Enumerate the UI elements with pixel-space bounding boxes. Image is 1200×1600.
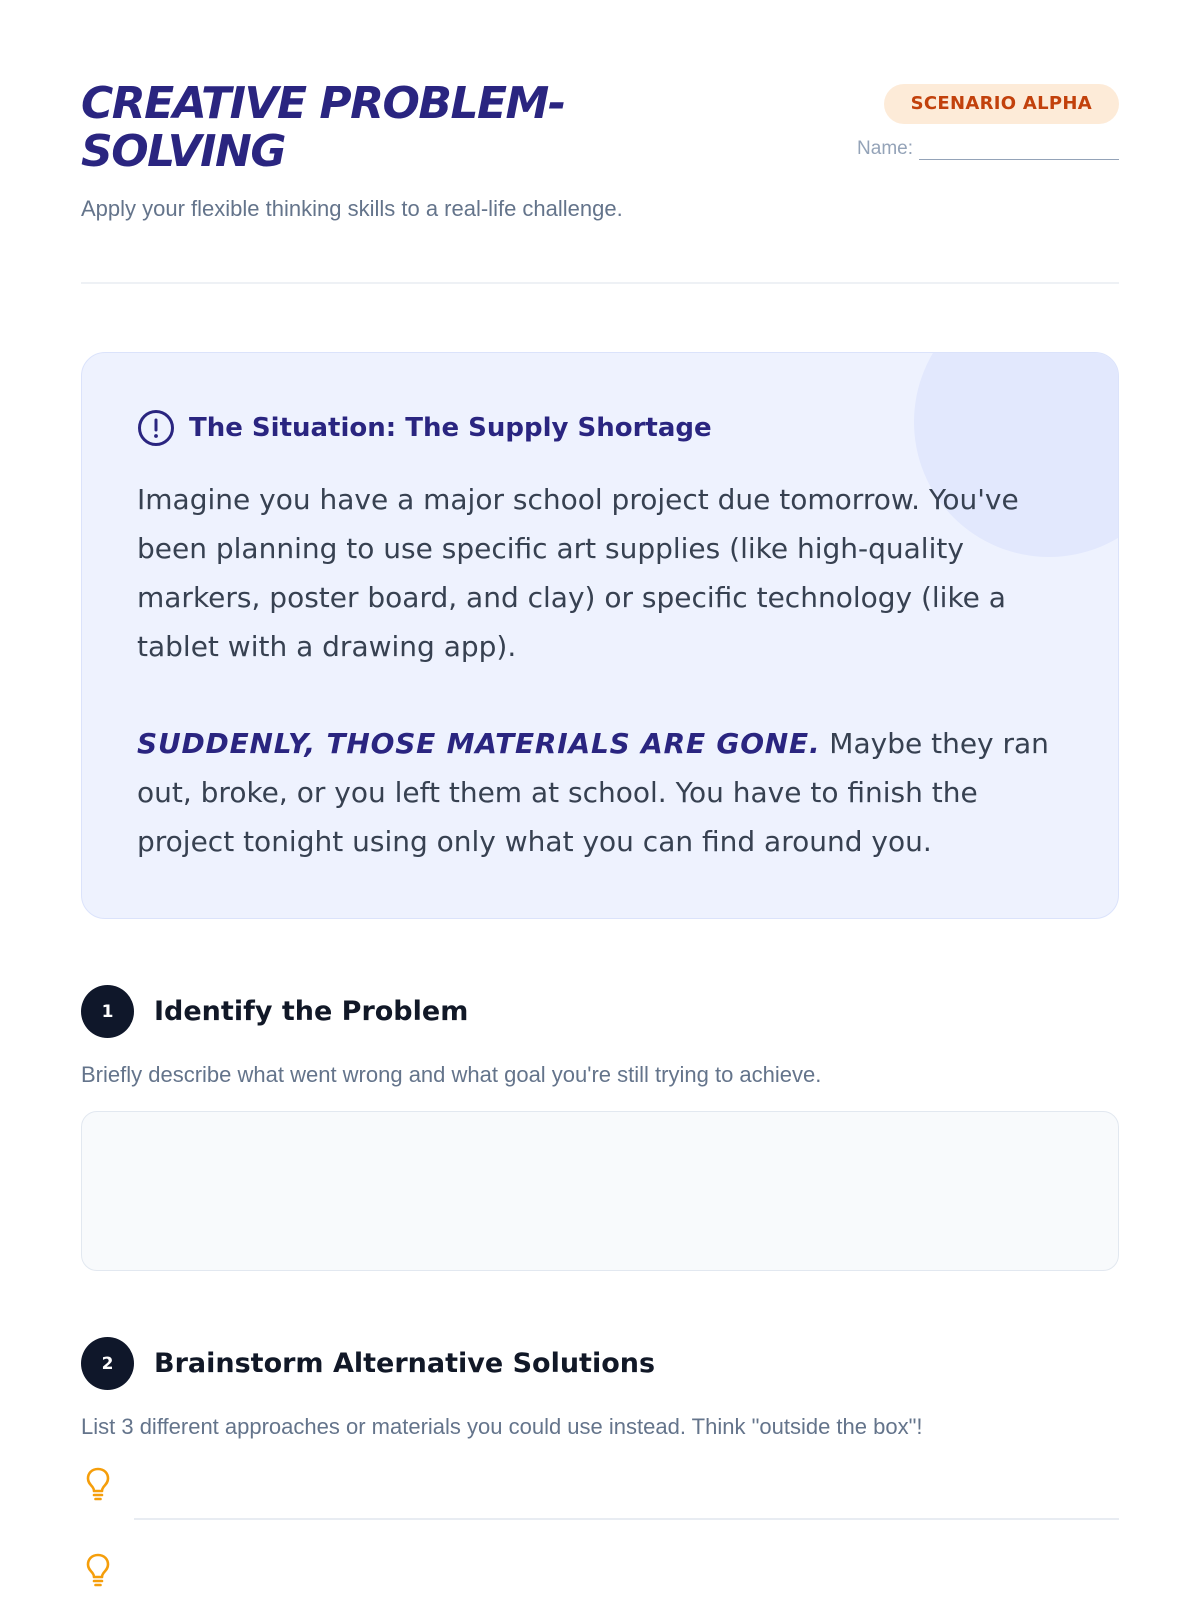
lightbulb-icon bbox=[85, 1466, 111, 1502]
situation-card bbox=[81, 352, 1119, 919]
step-brainstorm-solutions bbox=[81, 1337, 1119, 1600]
problem-answer-box[interactable] bbox=[81, 1111, 1119, 1271]
step-number: 1 bbox=[81, 985, 134, 1038]
step-header bbox=[81, 985, 1119, 1038]
worksheet-header bbox=[81, 0, 1119, 284]
scenario-badge: SCENARIO ALPHA bbox=[884, 84, 1119, 124]
alert-circle-icon bbox=[137, 409, 175, 447]
page-title: CREATIVE PROBLEM-SOLVING bbox=[81, 78, 565, 177]
name-field[interactable] bbox=[857, 138, 1119, 160]
situation-paragraph-1: Imagine you have a major school project due tomorrow. You've been planning to use specific art supplies (like high-quality markers, poster board, and clay) or specific technology (like a tablet with a drawing app). bbox=[137, 483, 1019, 663]
situation-paragraph-2 bbox=[137, 719, 1063, 866]
situation-header bbox=[137, 409, 1063, 447]
step-header bbox=[81, 1337, 1119, 1390]
step-description: Briefly describe what went wrong and what goal you're still trying to achieve. bbox=[81, 1062, 822, 1087]
idea-row-2[interactable] bbox=[81, 1526, 1119, 1600]
step-title: Identify the Problem bbox=[154, 996, 469, 1027]
situation-emphasis: SUDDENLY, THOSE MATERIALS ARE GONE. bbox=[137, 727, 821, 760]
situation-title: The Situation: The Supply Shortage bbox=[189, 413, 712, 443]
step-number: 2 bbox=[81, 1337, 134, 1390]
name-label: Name: bbox=[857, 138, 913, 159]
lightbulb-icon bbox=[85, 1552, 111, 1588]
step-description: List 3 different approaches or materials you could use instead. Think "outside the box"! bbox=[81, 1414, 923, 1439]
situation-body bbox=[137, 475, 1063, 866]
idea-row-1[interactable] bbox=[81, 1440, 1119, 1526]
idea-answer-line[interactable] bbox=[134, 1518, 1119, 1520]
name-input-line[interactable] bbox=[919, 140, 1119, 160]
page-subtitle: Apply your flexible thinking skills to a real-life challenge. bbox=[81, 196, 623, 221]
step-identify-problem bbox=[81, 985, 1119, 1271]
situation-paragraph-2-rest: Maybe they ran out, broke, or you left them at school. You have to finish the project tonight using only what you can find around you. bbox=[137, 727, 1049, 858]
step-title: Brainstorm Alternative Solutions bbox=[154, 1348, 656, 1379]
